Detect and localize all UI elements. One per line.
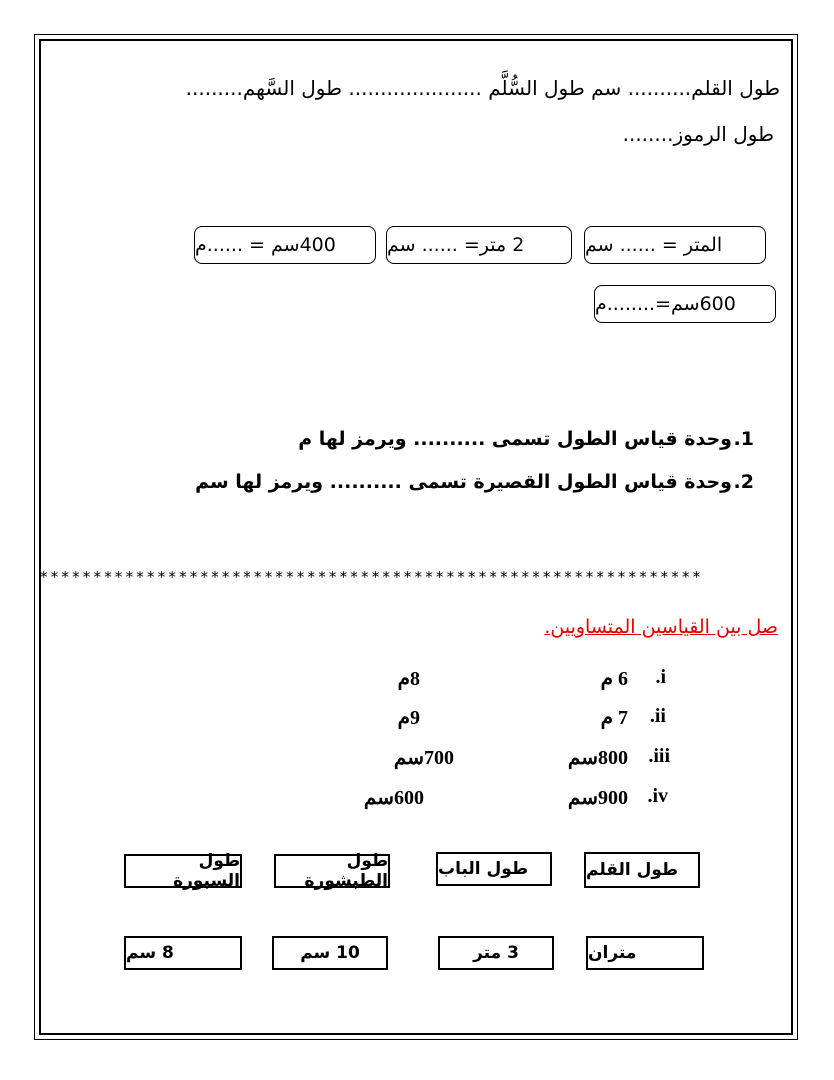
conversion-box-400cm: 400سم = ......م	[194, 226, 376, 264]
measure-box-10cm: 10 سم	[272, 936, 388, 970]
match-row-1-left: 6 م	[600, 668, 628, 690]
matching-title: صل بين القياسين المتساويين.	[544, 616, 778, 638]
match-row-4-left: 900سم	[567, 787, 628, 809]
question-2-number: 2.	[733, 471, 754, 493]
match-row-3-left: 800سم	[567, 747, 628, 769]
question-1-number: 1.	[733, 428, 754, 450]
match-row-3-label: iii.	[648, 745, 670, 767]
question-1-text: وحدة قياس الطول تسمى .......... ويرمز لها م	[298, 428, 732, 450]
match-row-4-right: 600سم	[363, 787, 424, 809]
object-box-chalk: طول الطبشورة	[274, 854, 390, 888]
match-row-1-right: 8م	[397, 668, 420, 690]
measure-box-3m: 3 متر	[438, 936, 554, 970]
conversion-box-meter: المتر = ...... سم	[584, 226, 766, 264]
measure-box-8cm: 8 سم	[124, 936, 242, 970]
question-2-text: وحدة قياس الطول القصيرة تسمى .......... ويرمز لها سم	[195, 471, 732, 493]
match-row-4-label: iv.	[647, 785, 668, 807]
object-box-board: طول السبورة	[124, 854, 242, 888]
lengths-line: طول القلم.......... سم طول السُّلَّم ..................... طول السَّهم.........	[185, 76, 780, 100]
separator-line: **************************************************************	[40, 568, 704, 586]
conversion-box-2-meters: 2 متر= ...... سم	[386, 226, 572, 264]
match-row-3-right: 700سم	[393, 747, 454, 769]
match-row-2-left: 7 م	[600, 707, 628, 729]
match-row-2-label: ii.	[649, 705, 666, 727]
conversion-box-600cm: 600سم=........م	[594, 285, 776, 323]
measure-box-2m: متران	[586, 936, 704, 970]
match-row-2-right: 9م	[397, 707, 420, 729]
match-row-1-label: i.	[655, 666, 666, 688]
object-box-door: طول الباب	[436, 852, 552, 886]
object-box-pen: طول القلم	[584, 852, 700, 888]
symbols-line: طول الرموز........	[622, 122, 774, 146]
